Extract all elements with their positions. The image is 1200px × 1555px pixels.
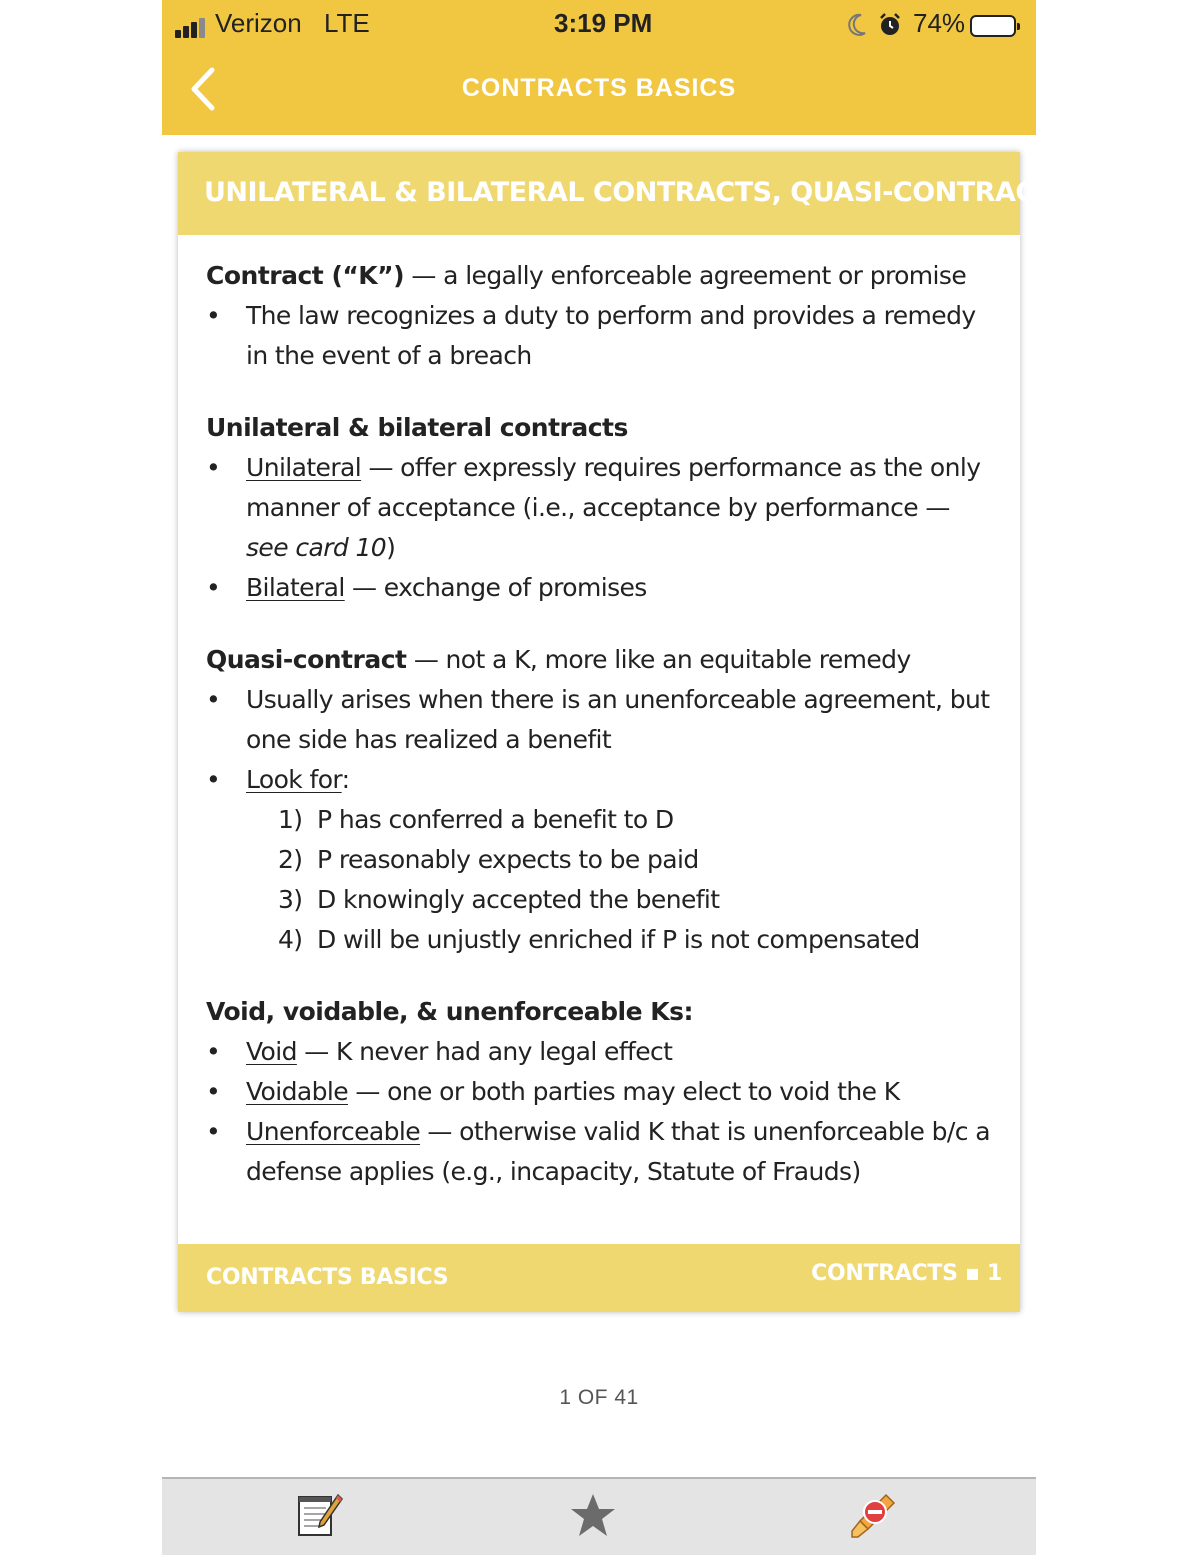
list-item bbox=[206, 880, 996, 920]
list-item bbox=[206, 760, 996, 800]
notepad-icon[interactable] bbox=[294, 1491, 344, 1541]
quasi-definition bbox=[206, 640, 996, 680]
contract-bullets bbox=[206, 296, 996, 376]
status-bar bbox=[162, 6, 1036, 40]
page-counter: 1 OF 41 bbox=[559, 1386, 639, 1409]
step-number: 1) bbox=[278, 805, 303, 834]
section-quasi-contract bbox=[206, 640, 996, 960]
look-for-colon: : bbox=[341, 765, 350, 794]
bilateral-term: Bilateral bbox=[246, 573, 345, 602]
list-item bbox=[206, 840, 996, 880]
flashcard[interactable] bbox=[178, 152, 1053, 1312]
look-for-steps bbox=[206, 800, 996, 960]
unilateral-bilateral-bullets bbox=[206, 448, 996, 608]
alarm-icon bbox=[878, 12, 902, 38]
quasi-bullets bbox=[206, 680, 996, 800]
section-void bbox=[206, 992, 996, 1192]
look-for-term: Look for bbox=[246, 765, 342, 794]
card-reference: see card 10 bbox=[246, 533, 387, 562]
battery-icon bbox=[970, 15, 1016, 37]
list-item bbox=[206, 1072, 996, 1112]
step-text: P reasonably expects to be paid bbox=[317, 845, 699, 874]
unilateral-term: Unilateral bbox=[246, 453, 362, 482]
star-icon[interactable] bbox=[568, 1491, 618, 1541]
void-bullets bbox=[206, 1032, 996, 1192]
quasi-term: Quasi-contract bbox=[206, 645, 407, 674]
contract-definition-text: — a legally enforceable agreement or promise bbox=[404, 261, 967, 290]
bilateral-text: — exchange of promises bbox=[344, 573, 647, 602]
signal-strength-icon bbox=[175, 16, 215, 38]
list-item bbox=[206, 568, 996, 608]
bottom-toolbar bbox=[162, 1477, 1036, 1555]
void-term: Void bbox=[246, 1037, 297, 1066]
nav-title: CONTRACTS BASICS bbox=[461, 74, 737, 102]
section-unilateral-bilateral bbox=[206, 408, 996, 608]
list-item bbox=[206, 800, 996, 840]
unenforceable-text: — otherwise valid K that is unenforceable b/c a defense applies (e.g., incapacity, Statute of Frauds) bbox=[246, 1117, 990, 1186]
void-text: — K never had any legal effect bbox=[296, 1037, 673, 1066]
section-contract bbox=[206, 256, 996, 376]
step-text: D knowingly accepted the benefit bbox=[317, 885, 720, 914]
unilateral-text: — offer expressly requires performance as the only manner of acceptance (i.e., acceptance by performance — bbox=[246, 453, 981, 522]
section-heading: Void, voidable, & unenforceable Ks: bbox=[206, 997, 694, 1026]
list-item: • The law recognizes a duty to perform and provides a remedy in the event of a breach bbox=[206, 296, 996, 376]
voidable-term: Voidable bbox=[246, 1077, 348, 1106]
footer-deck-title: CONTRACTS BASICS bbox=[206, 1265, 449, 1290]
card-content bbox=[206, 256, 996, 1224]
list-item bbox=[206, 448, 996, 568]
list-item: • Usually arises when there is an unenforceable agreement, but one side has realized a benefit bbox=[206, 680, 996, 760]
card-header bbox=[178, 152, 1053, 235]
moon-icon bbox=[846, 12, 868, 38]
card-footer bbox=[178, 1244, 1020, 1312]
closing-paren: ) bbox=[386, 533, 396, 562]
list-item bbox=[206, 1032, 996, 1072]
step-number: 2) bbox=[278, 845, 303, 874]
carrier-name: Verizon bbox=[215, 8, 302, 38]
contract-definition bbox=[206, 256, 996, 296]
step-number: 4) bbox=[278, 925, 303, 954]
voidable-text: — one or both parties may elect to void the K bbox=[348, 1077, 900, 1106]
contract-term: Contract (“K”) bbox=[206, 261, 405, 290]
top-bar bbox=[162, 0, 1036, 135]
list-item bbox=[206, 920, 996, 960]
phone-screen bbox=[162, 0, 1053, 1553]
list-item bbox=[206, 1112, 996, 1192]
unenforceable-term: Unenforceable bbox=[246, 1117, 421, 1146]
quasi-definition-text: — not a K, more like an equitable remedy bbox=[406, 645, 911, 674]
highlighter-eraser-icon[interactable] bbox=[848, 1491, 898, 1541]
network-type: LTE bbox=[324, 8, 370, 38]
clock: 3:19 PM bbox=[554, 8, 653, 38]
footer-card-number: CONTRACTS ▪ 1 bbox=[811, 1261, 1002, 1286]
step-text: P has conferred a benefit to D bbox=[317, 805, 674, 834]
section-heading: Unilateral & bilateral contracts bbox=[206, 413, 628, 442]
card-title: UNILATERAL & BILATERAL CONTRACTS, QUASI-CONTRACT bbox=[204, 177, 1053, 208]
step-text: D will be unjustly enriched if P is not compensated bbox=[317, 925, 920, 954]
step-number: 3) bbox=[278, 885, 303, 914]
battery-percent: 74% bbox=[913, 8, 966, 38]
